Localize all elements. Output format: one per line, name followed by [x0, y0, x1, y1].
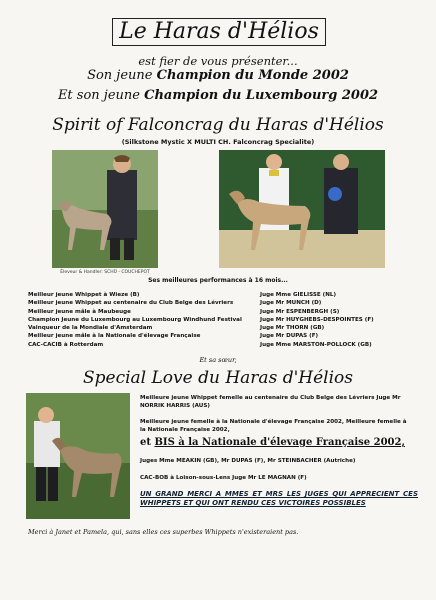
bis-title: BIS à la Nationale d'élevage Française 2002,	[154, 437, 405, 448]
bis-prefix: et	[140, 437, 155, 448]
thanks-judges: UN GRAND MERCI A MMES ET MRS LES JUGES QUI APPRECIENT CES WHIPPETS ET QUI ONT RENDU CES VICTOIRES POSSIBLES	[140, 490, 418, 507]
dog2-judges: Juges Mme MEAKIN (GB), Mr DUPAS (F), Mr STEINBACHER (Autriche)	[140, 458, 356, 464]
luxembourg-champion: Champion du Luxembourg 2002	[144, 88, 379, 103]
result-event: Meilleur jeune Whippet à Wieze (B)	[28, 292, 140, 298]
result-row	[28, 342, 420, 350]
intro-prefix: Son jeune	[87, 68, 157, 83]
dog2-info-centenary: Meilleure jeune Whippet femelle au centenaire du Club Belge des Lévriers Juge Mr NORRIK HARRIS (AUS)	[140, 395, 401, 409]
result-judge: Juge Mr ESPENBERGH (S)	[260, 308, 340, 315]
dog2-info-nationale: Meilleure jeune femelle à la Nationale d'élevage Française 2002, Meilleure femelle à la Nationale Française 2002,	[140, 419, 407, 433]
result-event: CAC-CACIB à Rotterdam	[28, 341, 104, 348]
performance-title: Ses meilleures performances à 16 mois...	[148, 277, 288, 284]
intro-title-world	[0, 68, 436, 83]
result-event: Meilleur jeune mâle à Maubeuge	[28, 308, 131, 315]
intro-line: est fier de vous présenter...	[138, 54, 298, 68]
title-box	[112, 18, 326, 46]
dog1-photo-image-2	[219, 150, 385, 268]
result-row	[28, 300, 420, 308]
dog2-cac-bob: CAC-BOB à Loison-sous-Lens Juge Mr LE MAGNAN (F)	[140, 475, 307, 481]
page-title: Le Haras d'Hélios	[119, 19, 319, 44]
intro-prefix-2: Et son jeune	[57, 88, 145, 103]
result-judge: Juge Mme GIELISSE (NL)	[260, 292, 337, 298]
result-row	[28, 317, 420, 325]
world-champion: Champion du Monde 2002	[156, 68, 349, 83]
dog2-photo	[26, 393, 130, 519]
result-event: Champion Jeune du Luxembourg au Luxembourg Windhund Festival	[28, 316, 242, 323]
dog1-photo-image	[52, 150, 158, 268]
result-judge: Juge Mr HUYGHEBS-DESPOINTES (F)	[260, 316, 374, 323]
dog1-photo-caption: Éleveur & Handler: SCHÜ - COUCHEPOT	[60, 270, 150, 275]
footer-thanks: Merci à Janet et Pamela, qui, sans elles ces superbes Whippets n'existeraient pas.	[28, 528, 299, 536]
result-judge: Juge Mme MARSTON-POLLOCK (GB)	[260, 341, 372, 348]
result-event: Meilleur jeune mâle à la Nationale d'élevage Française	[28, 333, 201, 340]
results-list	[28, 292, 420, 350]
dog2-bis	[140, 436, 420, 450]
dog1-photo-showring	[219, 150, 385, 268]
result-row	[28, 309, 420, 317]
sister-intro: Et sa sœur,	[199, 356, 237, 364]
result-event: Meilleur jeune Whippet au centenaire du Club Belge des Lévriers	[28, 300, 234, 307]
result-event: Vainqueur de la Mondiale d'Amsterdam	[28, 325, 153, 332]
result-judge: Juge Mr MUNCH (D)	[260, 300, 322, 307]
result-judge: Juge Mr THORN (GB)	[260, 325, 325, 332]
result-judge: Juge Mr DUPAS (F)	[260, 333, 319, 340]
dog1-photo-handler	[52, 150, 158, 268]
dog2-name: Special Love du Haras d'Hélios	[83, 368, 353, 388]
dog1-name: Spirit of Falconcrag du Haras d'Hélios	[52, 115, 384, 135]
dog2-photo-image	[26, 393, 130, 519]
result-row	[28, 333, 420, 341]
intro-title-luxembourg	[0, 88, 436, 103]
dog1-parents: (Silkstone Mystic X MULTI CH. Falconcrag Specialite)	[121, 138, 315, 146]
